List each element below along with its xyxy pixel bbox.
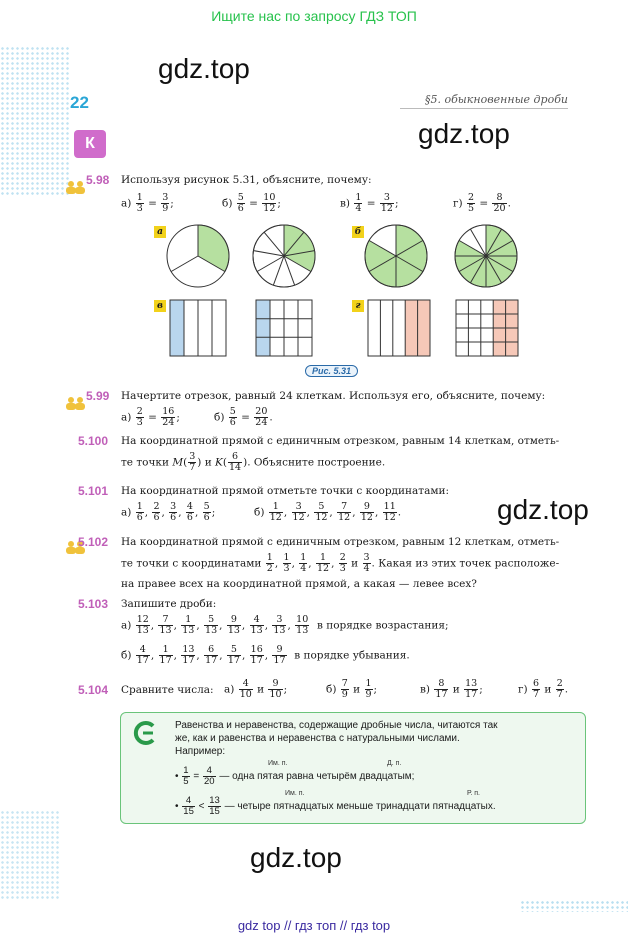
figure-5-31 xyxy=(160,220,530,365)
case-label: Р. п. xyxy=(467,790,480,797)
figure-label: г xyxy=(352,300,364,312)
rect-twentieths xyxy=(456,300,518,356)
task-item: б) $\frac{5}{6}$ = $\frac{20}{24}$ . xyxy=(214,406,273,428)
k-badge: К xyxy=(74,130,106,158)
task-text: На координатной прямой с единичным отрезком, равным 12 клеткам, отметь- xyxy=(121,536,560,548)
rule-icon xyxy=(132,720,158,746)
task-number: 5.99 xyxy=(86,389,110,403)
task-text: Запишите дроби: xyxy=(121,598,217,610)
group-work-icon xyxy=(64,180,88,194)
task-text: На координатной прямой с единичным отрезком, равным 14 клеткам, отметь- xyxy=(121,435,560,447)
watermark: gdz.top xyxy=(250,842,342,873)
decor-dots xyxy=(520,900,628,912)
rule-text: же, как и равенства и неравенства с натуральными числами. xyxy=(175,733,460,744)
figure-label: в xyxy=(154,300,166,312)
bottom-banner[interactable]: gdz top // гдз топ // гдз top xyxy=(237,918,391,933)
task-item: а) $\frac{4}{10}$ и $\frac{9}{10}$ ; xyxy=(224,678,288,700)
rect-quarters xyxy=(170,300,226,356)
decor-dots xyxy=(0,810,60,900)
rect-fifths xyxy=(368,300,430,356)
task-text: Используя рисунок 5.31, объясните, почему: xyxy=(121,174,372,186)
rule-example: • $\frac{1}{5}$ = $\frac{4}{20}$ — одна пятая равна четырём двадцатым; xyxy=(175,765,415,787)
task-number: 5.104 xyxy=(78,683,109,697)
watermark: gdz.top xyxy=(497,494,589,525)
task-text: те точки M( $\frac{3}{7}$ ) и K( $\frac{6}{14}$ ). Объясните построение. xyxy=(121,451,386,473)
section-title: §5. обыкновенные дроби xyxy=(400,93,568,109)
group-work-icon xyxy=(64,396,88,410)
pie-thirds xyxy=(167,225,229,287)
task-text: те точки с координатами $\frac{1}{2}$ , $\frac{1}{3}$ , $\frac{1}{4}$ , $\frac{1}{12}$ , $\frac{2}{3}$ и $\frac{3}{4}$ . Какая из этих точек расположе- xyxy=(121,552,560,574)
decor-dots xyxy=(0,46,70,196)
task-item: б) $\frac{7}{9}$ и $\frac{1}{9}$ ; xyxy=(326,678,378,700)
task-number: 5.98 xyxy=(86,173,110,187)
pie-twelfths xyxy=(455,225,517,287)
task-item: в) $\frac{8}{17}$ и $\frac{13}{17}$ ; xyxy=(420,678,483,700)
pie-sixths xyxy=(365,225,427,287)
watermark: gdz.top xyxy=(158,53,250,84)
rule-example: • $\frac{4}{15}$ < $\frac{13}{15}$ — четыре пятнадцатых меньше тринадцати пятнадцатых. xyxy=(175,795,496,817)
task-text: На координатной прямой отметьте точки с координатами: xyxy=(121,485,450,497)
task-item: б) $\frac{1}{12}$ , $\frac{3}{12}$ , $\frac{5}{12}$ , $\frac{7}{12}$ , $\frac{9}{12}$ , $\frac{11}{12}$ . xyxy=(254,501,402,523)
figure-label: а xyxy=(154,226,166,238)
task-item: б) $\frac{4}{17}$ , $\frac{1}{17}$ , $\frac{13}{17}$ , $\frac{6}{17}$ , $\frac{5}{17}$ , $\frac{16}{17}$ , $\frac{9}{17}$ в порядке убывания. xyxy=(121,644,410,666)
case-label: Им. п. xyxy=(268,760,288,767)
task-number: 5.100 xyxy=(78,434,109,448)
figure-label: б xyxy=(352,226,364,238)
task-text: Начертите отрезок, равный 24 клеткам. Используя его, объясните, почему: xyxy=(121,390,546,402)
rule-text: Равенства и неравенства, содержащие дробные числа, читаются так xyxy=(175,720,498,731)
task-number: 5.101 xyxy=(78,484,109,498)
rule-text: Например: xyxy=(175,746,226,757)
figure-caption: Рис. 5.31 xyxy=(305,365,358,377)
watermark: gdz.top xyxy=(418,118,510,149)
top-banner[interactable]: Ищите нас по запросу ГДЗ ТОП xyxy=(211,8,417,24)
task-item: а) $\frac{2}{3}$ = $\frac{16}{24}$ ; xyxy=(121,406,180,428)
task-text: на правее всех на координатной прямой, а какая — левее всех? xyxy=(121,578,477,590)
task-item: а) $\frac{12}{13}$ , $\frac{7}{13}$ , $\frac{1}{13}$ , $\frac{5}{13}$ , $\frac{9}{13}$ , $\frac{4}{13}$ , $\frac{3}{13}$ , $\frac{10}{13}$ в порядке возрастания; xyxy=(121,614,449,636)
case-label: Им. п. xyxy=(285,790,305,797)
case-label: Д. п. xyxy=(387,760,402,767)
task-item: г) $\frac{6}{7}$ и $\frac{2}{7}$ . xyxy=(518,678,569,700)
pie-ninths xyxy=(253,225,315,287)
task-text: Сравните числа: xyxy=(121,684,214,696)
task-item: г) $\frac{2}{5}$ = $\frac{8}{20}$ . xyxy=(453,192,511,214)
task-item: а) $\frac{1}{3}$ = $\frac{3}{9}$ ; xyxy=(121,192,174,214)
page-number: 22 xyxy=(70,93,89,112)
rect-twelfths xyxy=(256,300,312,356)
task-item: б) $\frac{5}{6}$ = $\frac{10}{12}$ ; xyxy=(222,192,281,214)
task-item: а) $\frac{1}{6}$ , $\frac{2}{6}$ , $\frac{3}{6}$ , $\frac{4}{6}$ , $\frac{5}{6}$ ; xyxy=(121,501,216,523)
task-number: 5.102 xyxy=(78,535,109,549)
task-number: 5.103 xyxy=(78,597,109,611)
task-item: в) $\frac{1}{4}$ = $\frac{3}{12}$ ; xyxy=(340,192,399,214)
